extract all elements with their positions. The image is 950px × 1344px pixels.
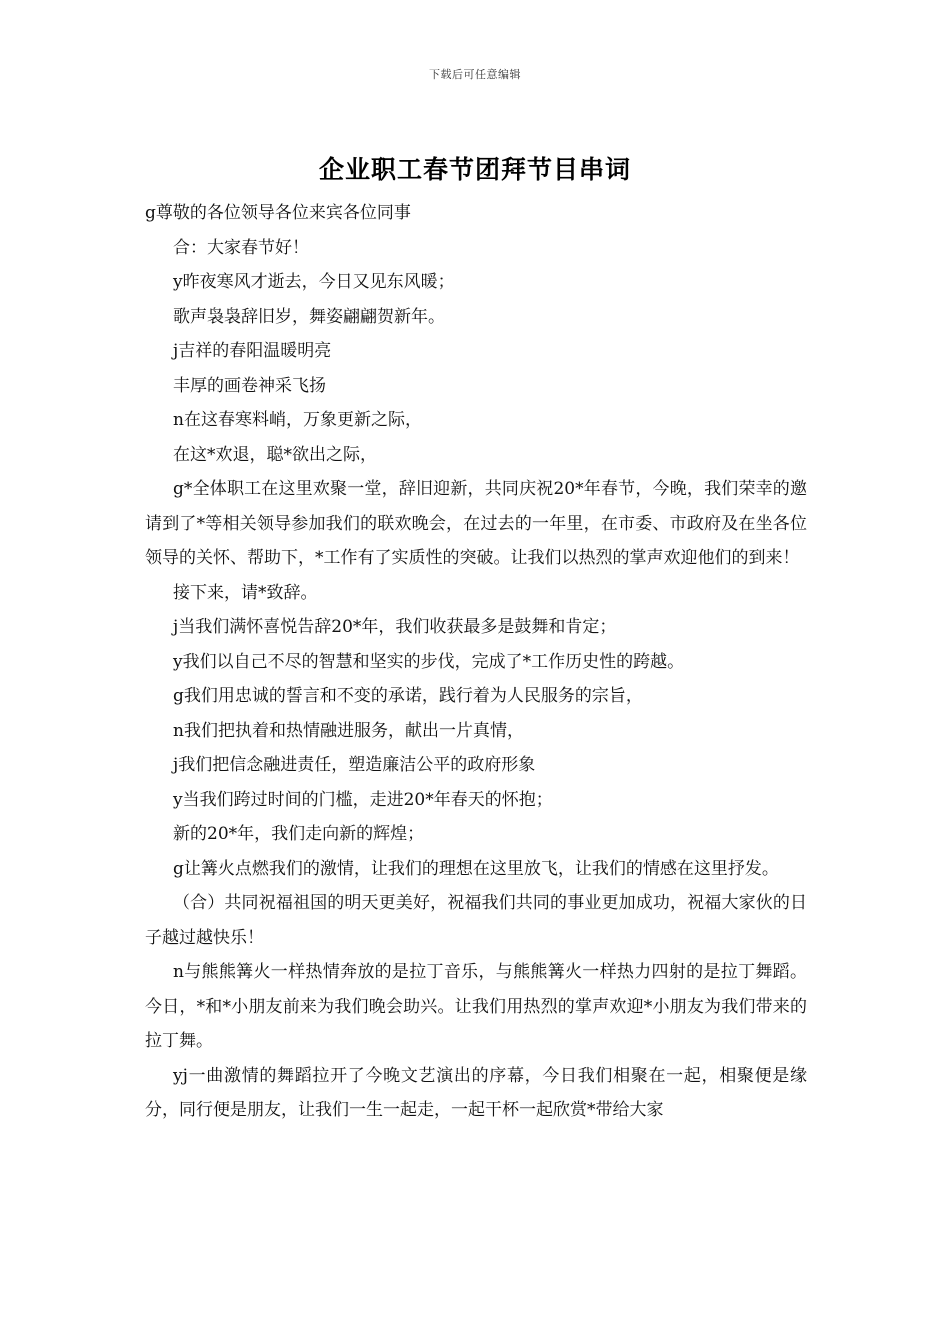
paragraph: 歌声袅袅辞旧岁，舞姿翩翩贺新年。 xyxy=(173,306,445,327)
paragraph: y我们以自己不尽的智慧和坚实的步伐，完成了*工作历史性的跨越。 xyxy=(173,651,685,672)
paragraph: 丰厚的画卷神采飞扬 xyxy=(173,375,326,396)
document-body xyxy=(145,196,807,1128)
paragraph: 合：大家春节好！ xyxy=(173,237,309,258)
paragraph: n我们把执着和热情融进服务，献出一片真情， xyxy=(173,720,524,741)
paragraph: 在这*欢退，聪*欲出之际， xyxy=(173,444,377,465)
paragraph: j吉祥的春阳温暖明亮 xyxy=(173,341,332,361)
paragraph: j我们把信念融进责任，塑造廉洁公平的政府形象 xyxy=(173,755,536,775)
paragraph: yj一曲激情的舞蹈拉开了今晚文艺演出的序幕，今日我们相聚在一起，相聚便是缘分，同行便是朋友，让我们一生一起走，一起干杯一起欣赏*带给大家 xyxy=(145,1065,807,1120)
paragraph: n在这春寒料峭，万象更新之际， xyxy=(173,410,422,430)
paragraph: （合）共同祝福祖国的明天更美好，祝福我们共同的事业更加成功，祝福大家伙的日子越过越快乐！ xyxy=(145,893,807,948)
paragraph: 新的20*年，我们走向新的辉煌； xyxy=(173,824,425,844)
paragraph: g*全体职工在这里欢聚一堂，辞旧迎新，共同庆祝20*年春节，今晚，我们荣幸的邀请到了*等相关领导参加我们的联欢晚会，在过去的一年里，在市委、市政府及在坐各位领导的关怀、帮助下，*工作有了实质性的突破。让我们以热烈的掌声欢迎他们的到来！ xyxy=(145,479,807,568)
paragraph: g让篝火点燃我们的激情，让我们的理想在这里放飞，让我们的情感在这里抒发。 xyxy=(173,858,779,879)
document-title: 企业职工春节团拜节目串词 xyxy=(318,155,631,184)
paragraph: g我们用忠诚的誓言和不变的承诺，践行着为人民服务的宗旨， xyxy=(173,686,643,706)
paragraph: g尊敬的各位领导各位来宾各位同事 xyxy=(145,203,411,223)
paragraph: y当我们跨过时间的门槛，走进20*年春天的怀抱； xyxy=(173,789,553,810)
paragraph: y昨夜寒风才逝去，今日又见东风暖； xyxy=(173,272,455,292)
paragraph: n与熊熊篝火一样热情奔放的是拉丁音乐，与熊熊篝火一样热力四射的是拉丁舞蹈。今日，*和*小朋友前来为我们晚会助兴。让我们用热烈的掌声欢迎*小朋友为我们带来的拉丁舞。 xyxy=(145,962,807,1051)
paragraph: 接下来，请*致辞。 xyxy=(173,582,318,603)
paragraph: j当我们满怀喜悦告辞20*年，我们收获最多是鼓舞和肯定； xyxy=(173,617,617,637)
page-header-note: 下载后可任意编辑 xyxy=(429,68,521,81)
